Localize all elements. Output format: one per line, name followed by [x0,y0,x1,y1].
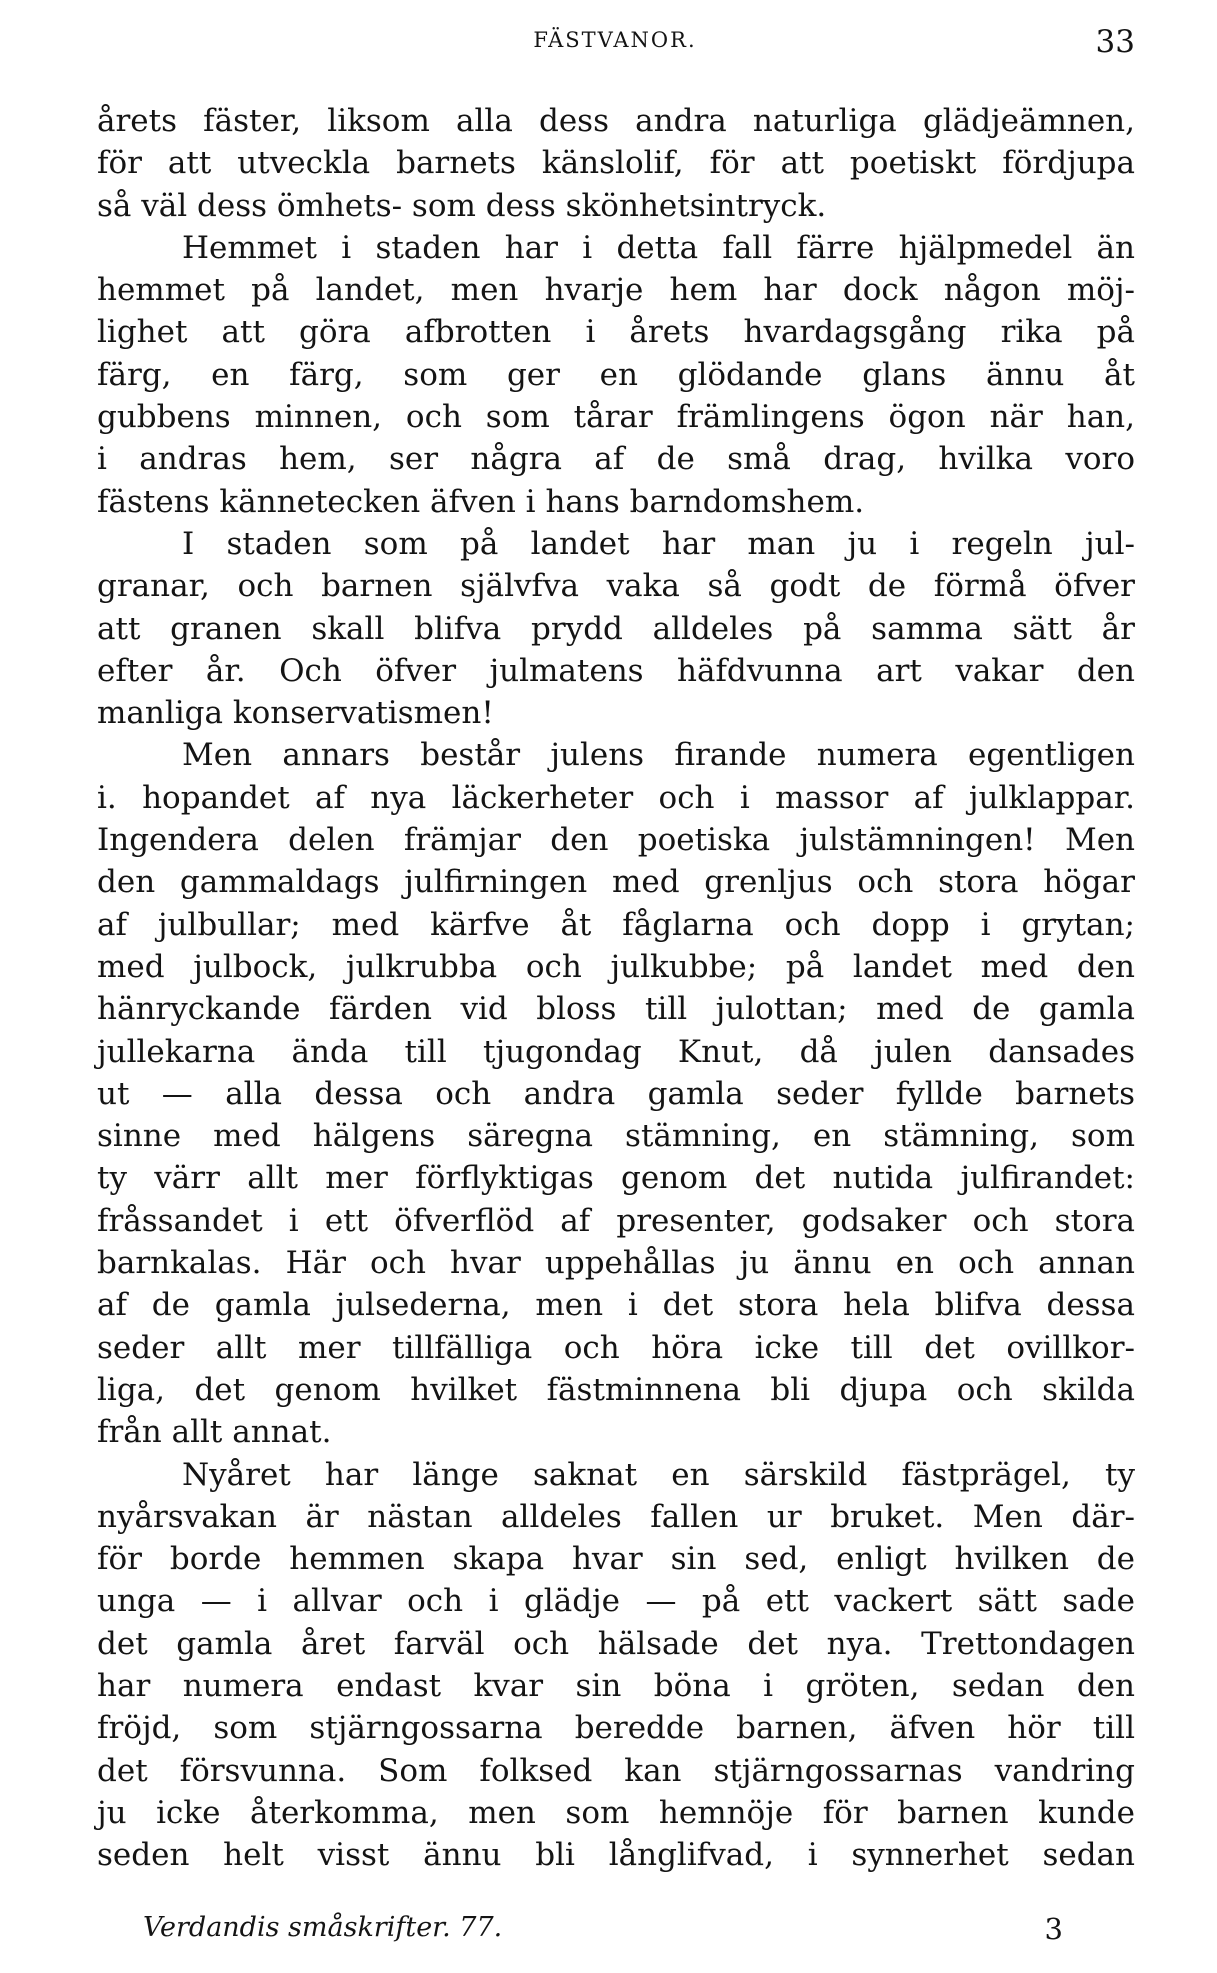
text-line: sinne med hälgens säregna stämning, en stämning, som [97,1118,1135,1155]
text-line: den gammaldags julfirningen med grenljus och stora högar [97,864,1135,901]
text-line: ju icke återkomma, men som hemnöje för barnen kunde [97,1794,1135,1831]
text-line: af de gamla julsederna, men i det stora hela blifva dessa [97,1287,1135,1324]
text-line: det försvunna. Som folksed kan stjärngossarnas vandring [97,1752,1135,1789]
text-line: det gamla året farväl och hälsade det nya. Trettondagen [97,1625,1135,1662]
text-line: seder allt mer tillfälliga och höra icke till det ovillkor- [97,1329,1135,1366]
page-number: 33 [1095,24,1135,60]
text-line: granar, och barnen självfva vaka så godt de förmå öfver [97,568,1135,605]
text-line: fråssandet i ett öfverflöd af presenter, godsaker och stora [97,1202,1135,1239]
text-line: så väl dess ömhets- som dess skönhetsintryck. [97,187,827,224]
text-line: i andras hem, ser några af de små drag, hvilka voro [97,441,1135,478]
text-line: fästens kännetecken äfven i hans barndomshem. [97,483,865,520]
text-line: efter år. Och öfver julmatens häfdvunna art vakar den [97,652,1135,689]
text-line: för att utveckla barnets känslolif, för att poetiskt fördjupa [97,145,1135,182]
text-line: liga, det genom hvilket fästminnena bli djupa och skilda [97,1371,1135,1408]
text-line: barnkalas. Här och hvar uppehållas ju ännu en och annan [97,1245,1135,1282]
body-text [97,100,1135,1876]
text-line: I staden som på landet har man ju i regeln jul- [182,525,1135,562]
text-line: årets fäster, liksom alla dess andra naturliga glädjeämnen, [97,103,1135,139]
text-line: i. hopandet af nya läckerheter och i massor af julklappar. [97,779,1135,816]
text-line: manliga konservatismen! [97,695,494,732]
text-line: för borde hemmen skapa hvar sin sed, enligt hvilken de [97,1541,1135,1578]
text-line: ty värr allt mer förflyktigas genom det nutida julfirandet: [97,1160,1135,1197]
text-line: gubbens minnen, och som tårar främlingens ögon när han, [97,399,1135,436]
text-line: Ingendera delen främjar den poetiska julstämningen! Men [97,822,1135,859]
text-line: jullekarna ända till tjugondag Knut, då julen dansades [97,1033,1135,1070]
sheet-mark: 3 [1044,1912,1063,1946]
text-line: färg, en färg, som ger en glödande glans ännu åt [97,356,1135,393]
text-line: ut — alla dessa och andra gamla seder fyllde barnets [97,1075,1135,1112]
text-line: nyårsvakan är nästan alldeles fallen ur bruket. Men där- [97,1498,1135,1535]
text-line: Nyåret har länge saknat en särskild fästprägel, ty [182,1456,1135,1493]
running-title: FÄSTVANOR. [533,28,697,52]
text-line: fröjd, som stjärngossarna beredde barnen, äfven hör till [97,1710,1135,1747]
running-head [95,24,1135,68]
series-signature: Verdandis småskrifter. 77. [143,1912,503,1943]
text-line: från allt annat. [97,1414,332,1451]
text-line: lighet att göra afbrotten i årets hvardagsgång rika på [97,314,1135,351]
text-line: att granen skall blifva prydd alldeles på samma sätt år [97,610,1135,647]
text-line: hemmet på landet, men hvarje hem har dock någon möj- [97,272,1135,309]
text-line: med julbock, julkrubba och julkubbe; på landet med den [97,948,1135,985]
page-footer [143,1912,1063,1952]
text-line: hänryckande färden vid bloss till julottan; med de gamla [97,991,1135,1028]
text-line: har numera endast kvar sin böna i gröten, sedan den [97,1667,1135,1704]
text-line: Hemmet i staden har i detta fall färre hjälpmedel än [182,229,1135,266]
text-line: Men annars består julens firande numera egentligen [182,737,1135,774]
text-line: seden helt visst ännu bli långlifvad, i synnerhet sedan [97,1837,1135,1874]
text-line: af julbullar; med kärfve åt fåglarna och dopp i grytan; [97,906,1135,943]
text-line: unga — i allvar och i glädje — på ett vackert sätt sade [97,1583,1135,1620]
